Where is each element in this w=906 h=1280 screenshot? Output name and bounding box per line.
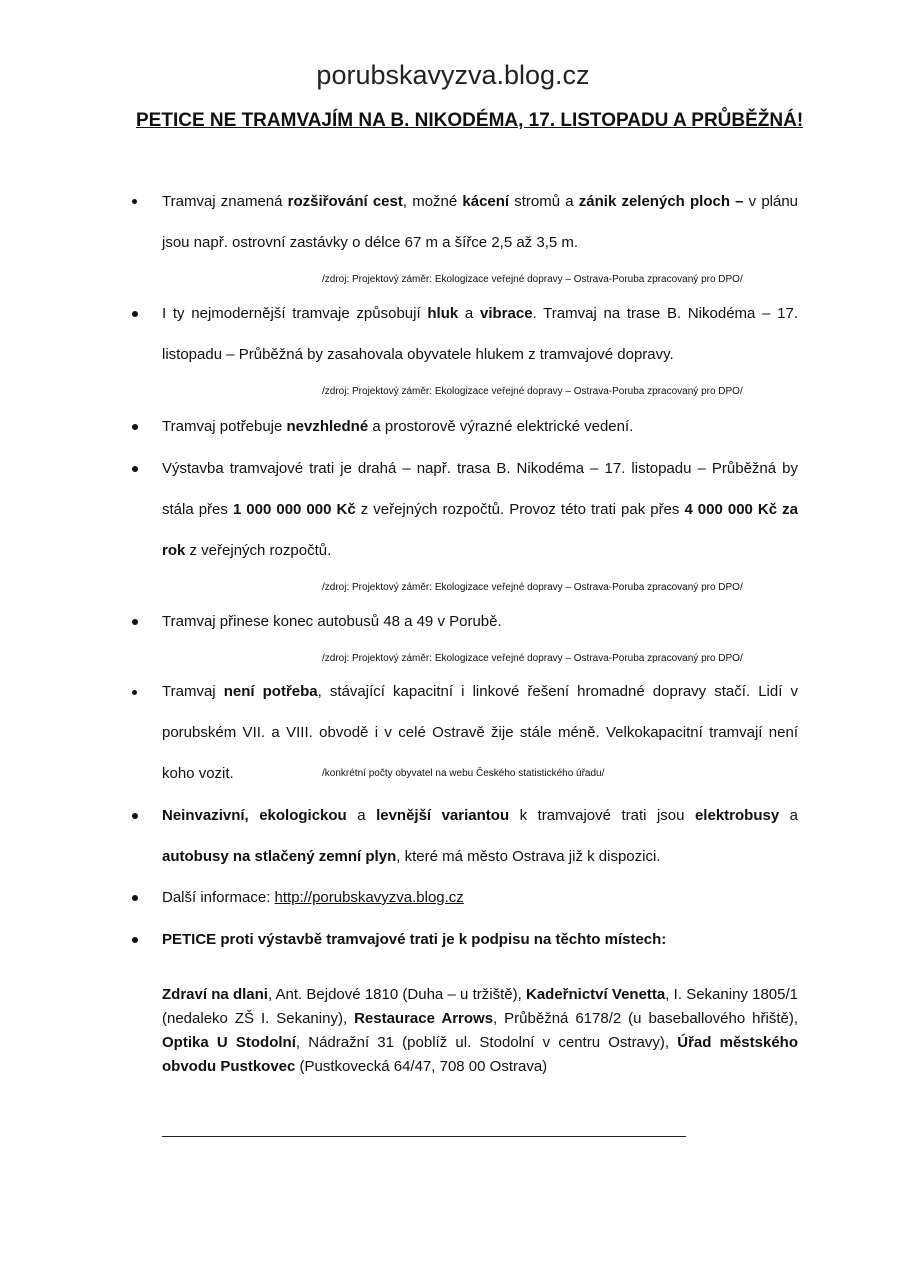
- list-item-wiring: [162, 406, 798, 447]
- bold-text: 4 000 000 Kč za rok: [162, 501, 798, 559]
- bullet-icon: [132, 690, 137, 695]
- text: Další informace:: [162, 889, 275, 906]
- list-item-petition: [162, 919, 798, 960]
- list-item-alternatives: [162, 795, 798, 877]
- list-item-widening: [162, 181, 798, 263]
- text: k tramvajové trati jsou: [509, 807, 695, 824]
- bullet-icon: [132, 466, 138, 472]
- text: Výstavba tramvajové trati je drahá – např. trasa B. Nikodéma – 17. listopadu – Průběžná by stála přes: [162, 460, 798, 518]
- place-address: , Ant. Bejdové 1810 (Duha – u tržiště),: [267, 986, 526, 1003]
- text: Tramvaj: [162, 683, 224, 700]
- place-name: Úřad městského obvodu Pustkovec: [162, 1034, 799, 1075]
- text: v plánu jsou např. ostrovní zastávky o délce 67 m a šířce 2,5 až 3,5 m.: [162, 193, 799, 251]
- text: , možné: [402, 193, 463, 210]
- text: Tramvaj znamená: [162, 193, 288, 210]
- list-item-noise: [162, 293, 798, 375]
- source-note: /zdroj: Projektový záměr: Ekologizace veřejné dopravy – Ostrava-Poruba zpracovaný pro DPO/: [322, 582, 743, 593]
- blog-link[interactable]: http://porubskavyzva.blog.cz: [274, 889, 464, 906]
- text: a: [779, 807, 799, 824]
- text: a: [458, 305, 480, 322]
- bold-text: hluk: [427, 305, 459, 322]
- bold-text: zánik zelených ploch –: [578, 193, 744, 210]
- text: . Tramvaj na trase B. Nikodéma – 17. listopadu – Průběžná by zasahovala obyvatele hlukem z tramvajové dopravy.: [162, 305, 798, 363]
- bullet-icon: [132, 813, 138, 819]
- bullet-icon: [132, 937, 138, 943]
- bold-text: není potřeba: [223, 683, 318, 700]
- source-note: /zdroj: Projektový záměr: Ekologizace veřejné dopravy – Ostrava-Poruba zpracovaný pro DPO/: [322, 386, 743, 397]
- place-name: Kadeřnictví Venetta: [525, 986, 666, 1003]
- bold-text: vibrace: [480, 305, 533, 322]
- text: a prostorově výrazné elektrické vedení.: [368, 418, 634, 435]
- list-item-cost: [162, 448, 798, 571]
- text: , které má město Ostrava již k dispozici.: [396, 848, 661, 865]
- place-name: Optika U Stodolní: [162, 1034, 296, 1051]
- bold-text: autobusy na stlačený zemní plyn: [162, 848, 397, 865]
- bold-text: PETICE proti výstavbě tramvajové trati je k podpisu na těchto místech:: [162, 931, 667, 948]
- text: a: [346, 807, 377, 824]
- bullet-icon: [132, 895, 138, 901]
- divider-line: [162, 1136, 686, 1137]
- text: Tramvaj přinese konec autobusů 48 a 49 v Porubě.: [162, 613, 502, 630]
- petition-heading: PETICE NE TRAMVAJÍM NA B. NIKODÉMA, 17. LISTOPADU A PRŮBĚŽNÁ!: [136, 110, 804, 131]
- text: Tramvaj potřebuje: [162, 418, 287, 435]
- bullet-icon: [132, 199, 137, 204]
- place-name: Restaurace Arrows: [354, 1010, 494, 1027]
- text: stromů a: [509, 193, 579, 210]
- bullet-icon: [132, 424, 138, 430]
- source-note: /zdroj: Projektový záměr: Ekologizace veřejné dopravy – Ostrava-Poruba zpracovaný pro DPO/: [322, 653, 743, 664]
- bold-text: nevzhledné: [286, 418, 369, 435]
- list-item-more-info: [162, 877, 798, 918]
- bullet-icon: [132, 619, 138, 625]
- bold-text: Neinvazivní, ekologickou: [162, 807, 347, 824]
- signing-places: [162, 983, 798, 1079]
- text: z veřejných rozpočtů. Provoz této trati pak přes: [355, 501, 685, 518]
- bold-text: levnější variantou: [376, 807, 510, 824]
- place-address: , I. Sekaniny 1805/1 (nedaleko ZŠ I. Sekaniny),: [162, 986, 798, 1027]
- text: I ty nejmodernější tramvaje způsobují: [162, 305, 428, 322]
- text: z veřejných rozpočtů.: [185, 542, 332, 559]
- source-note: /zdroj: Projektový záměr: Ekologizace veřejné dopravy – Ostrava-Poruba zpracovaný pro DPO/: [322, 274, 743, 285]
- place-address: , Průběžná 6178/2 (u baseballového hřiště),: [493, 1010, 798, 1027]
- text: , stávající kapacitní i linkové řešení hromadné dopravy stačí. Lidí v porubském VII. a VIII. obvodě i v celé Ostravě žije stále méně. Velkokapacitní tramvají není koho vozit.: [162, 683, 798, 782]
- site-title: porubskavyzva.blog.cz: [316, 60, 590, 90]
- bold-text: kácení: [462, 193, 510, 210]
- bold-text: elektrobusy: [694, 807, 780, 824]
- place-name: Zdraví na dlani: [162, 986, 268, 1003]
- bold-text: 1 000 000 000 Kč: [232, 501, 356, 518]
- place-address: (Pustkovecká 64/47, 708 00 Ostrava): [295, 1058, 548, 1075]
- place-address: , Nádražní 31 (poblíž ul. Stodolní v centru Ostravy),: [295, 1034, 678, 1051]
- bullet-icon: [132, 311, 138, 317]
- list-item-buses: [162, 601, 798, 642]
- statistics-note: /konkrétní počty obyvatel na webu Českého statistického úřadu/: [322, 768, 605, 779]
- bold-text: rozšiřování cest: [287, 193, 403, 210]
